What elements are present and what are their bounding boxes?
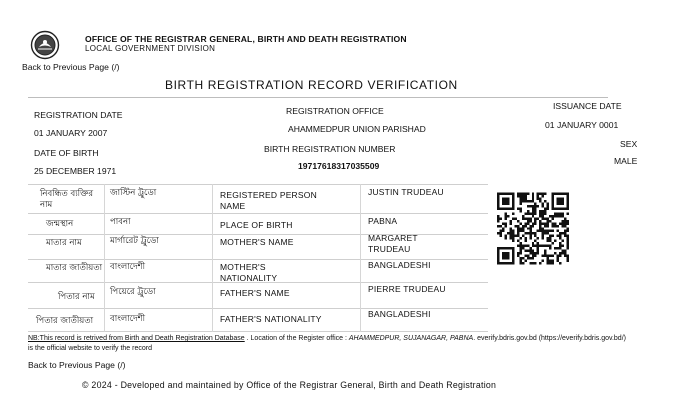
place-of-birth-bn-value: পাবনা (110, 217, 131, 227)
mothers-name-bn-value: মার্গারেট ট্রুডো (110, 236, 159, 246)
column-divider (104, 184, 105, 332)
registered-person-name-label: REGISTERED PERSON NAME (220, 190, 317, 211)
registration-date-label: REGISTRATION DATE (34, 110, 123, 120)
mothers-nationality-label: MOTHER'S NATIONALITY (220, 262, 278, 283)
mothers-nationality-value: BANGLADESHI (368, 260, 431, 270)
mothers-name-bn-label: মাতার নাম (46, 238, 82, 248)
registration-office-value: AHAMMEDPUR UNION PARISHAD (288, 124, 426, 134)
fathers-name-label: FATHER'S NAME (220, 288, 290, 298)
registered-person-name-bn-value: জাস্টিন ট্রুডো (110, 188, 157, 198)
issuance-date-value: 01 JANUARY 0001 (545, 120, 619, 130)
mothers-nationality-bn-value: বাংলাদেশী (110, 262, 145, 272)
mothers-name-label: MOTHER'S NAME (220, 237, 294, 247)
registered-person-name-value: JUSTIN TRUDEAU (368, 187, 444, 197)
date-of-birth-value: 25 DECEMBER 1971 (34, 166, 117, 176)
registration-date-value: 01 JANUARY 2007 (34, 128, 108, 138)
office-location-label: . Location of the Register office : (244, 335, 349, 342)
footer-copyright: © 2024 - Developed and maintained by Office of the Registrar General, Birth and Death Registration (82, 380, 497, 390)
table-row-divider (28, 213, 488, 214)
mothers-name-value: MARGARET TRUDEAU (368, 233, 418, 254)
fathers-nationality-bn-value: বাংলাদেশী (110, 314, 145, 324)
issuance-date-label: ISSUANCE DATE (553, 101, 622, 111)
brn-value: 19717618317035509 (298, 161, 380, 171)
date-of-birth-label: DATE OF BIRTH (34, 148, 99, 158)
title-divider (28, 97, 608, 98)
fathers-nationality-bn-label: পিতার জাতীয়তা (36, 316, 94, 326)
fathers-name-bn-value: পিয়েরে ট্রুডো (110, 287, 156, 297)
sex-label: SEX (620, 139, 638, 149)
back-link-top[interactable]: Back to Previous Page (/) (22, 62, 120, 72)
registered-person-name-bn-label: নিবন্ধিত ব্যক্তির নাম (40, 189, 94, 210)
page-title: BIRTH REGISTRATION RECORD VERIFICATION (165, 78, 458, 92)
registration-office-label: REGISTRATION OFFICE (286, 106, 384, 116)
column-divider (212, 184, 213, 332)
column-divider (360, 184, 361, 332)
place-of-birth-bn-label: জন্মস্থান (46, 219, 74, 229)
fathers-nationality-label: FATHER'S NATIONALITY (220, 314, 322, 324)
office-location: AHAMMEDPUR, SUJANAGAR, PABNA (348, 335, 474, 342)
org-name: OFFICE OF THE REGISTRAR GENERAL, BIRTH AND DEATH REGISTRATION (85, 34, 407, 44)
record-note (28, 334, 628, 354)
place-of-birth-label: PLACE OF BIRTH (220, 220, 293, 230)
verify-website-note: . everify.bdris.gov.bd (https://everify.bdris.gov.bd/) is the official website to verify the record (28, 335, 626, 352)
record-source-note: NB:This record is retrived from Birth and Death Registration Database (28, 335, 245, 342)
org-division: LOCAL GOVERNMENT DIVISION (85, 44, 216, 53)
brn-label: BIRTH REGISTRATION NUMBER (264, 144, 396, 154)
fathers-name-bn-label: পিতার নাম (58, 292, 95, 302)
mothers-nationality-bn-label: মাতার জাতীয়তা (46, 263, 103, 273)
table-row-divider (28, 184, 488, 185)
sex-value: MALE (614, 156, 638, 166)
place-of-birth-value: PABNA (368, 216, 398, 226)
table-row-divider (28, 331, 488, 332)
fathers-nationality-value: BANGLADESHI (368, 309, 431, 319)
government-seal-logo (30, 30, 60, 60)
back-link-bottom[interactable]: Back to Previous Page (/) (28, 360, 126, 370)
verification-qr-code (497, 189, 569, 268)
fathers-name-value: PIERRE TRUDEAU (368, 284, 446, 294)
